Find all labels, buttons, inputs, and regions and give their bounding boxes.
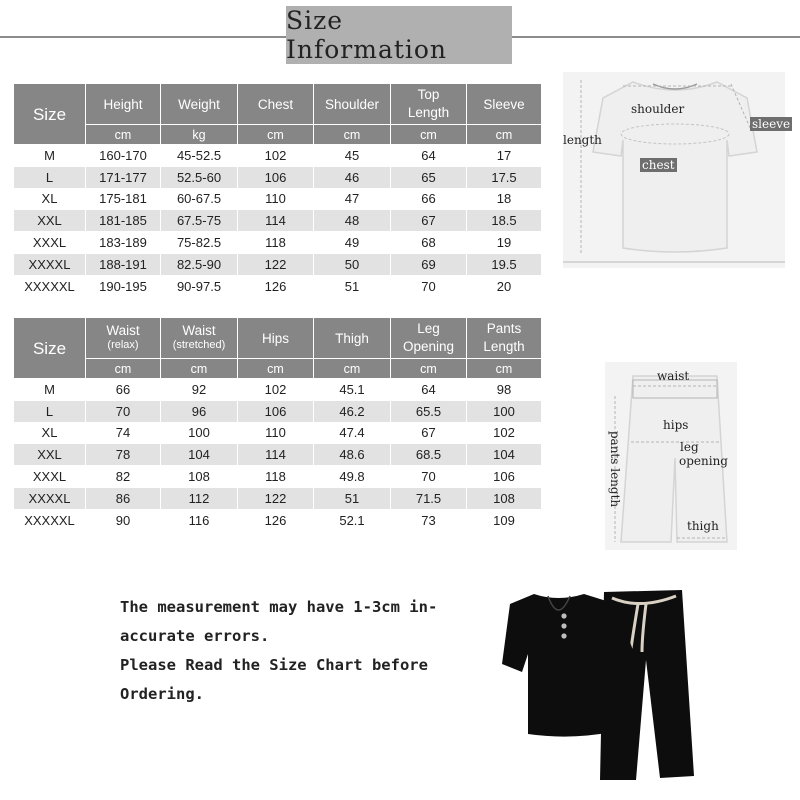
top-size-table xyxy=(13,83,542,298)
value-cell: 86 xyxy=(86,487,161,509)
value-cell: 48.6 xyxy=(314,444,391,466)
value-cell: 17.5 xyxy=(467,166,542,188)
value-cell: 102 xyxy=(467,422,542,444)
column-header: Weight xyxy=(161,84,238,125)
chest-label: chest xyxy=(642,158,675,172)
table-row xyxy=(14,275,542,297)
value-cell: 50 xyxy=(314,253,391,275)
size-header: Size xyxy=(14,318,86,379)
value-cell: 82.5-90 xyxy=(161,253,238,275)
size-cell: M xyxy=(14,145,86,167)
column-header-text: Waist xyxy=(182,323,216,338)
value-cell: 122 xyxy=(238,253,314,275)
value-cell: 110 xyxy=(238,188,314,210)
value-cell: 45 xyxy=(314,145,391,167)
waist-label: waist xyxy=(657,369,690,383)
value-cell: 74 xyxy=(86,422,161,444)
column-header: Thigh xyxy=(314,318,391,359)
value-cell: 104 xyxy=(161,444,238,466)
value-cell: 75-82.5 xyxy=(161,232,238,254)
size-cell: XL xyxy=(14,188,86,210)
value-cell: 104 xyxy=(467,444,542,466)
size-cell: L xyxy=(14,166,86,188)
value-cell: 17 xyxy=(467,145,542,167)
value-cell: 67.5-75 xyxy=(161,210,238,232)
value-cell: 51 xyxy=(314,487,391,509)
value-cell: 64 xyxy=(391,379,467,401)
value-cell: 65 xyxy=(391,166,467,188)
value-cell: 20 xyxy=(467,275,542,297)
unit-cell: cm xyxy=(314,125,391,145)
bottom-table-body xyxy=(14,379,542,532)
value-cell: 66 xyxy=(391,188,467,210)
unit-cell: cm xyxy=(161,359,238,379)
column-header xyxy=(86,318,161,359)
column-header: Hips xyxy=(238,318,314,359)
value-cell: 46 xyxy=(314,166,391,188)
column-header-text: Pants Length xyxy=(483,321,525,354)
value-cell: 47.4 xyxy=(314,422,391,444)
value-cell: 46.2 xyxy=(314,400,391,422)
unit-cell: cm xyxy=(391,359,467,379)
leg-opening-label-line1: leg xyxy=(680,440,699,454)
unit-cell: cm xyxy=(86,125,161,145)
thigh-label: thigh xyxy=(687,519,719,533)
value-cell: 19.5 xyxy=(467,253,542,275)
page-title: Size Information xyxy=(286,6,448,64)
column-header xyxy=(467,318,542,359)
value-cell: 96 xyxy=(161,400,238,422)
column-header-text: Top Length xyxy=(407,87,450,120)
measurement-note xyxy=(120,593,437,709)
value-cell: 90 xyxy=(86,509,161,531)
column-header xyxy=(391,318,467,359)
column-header: Shoulder xyxy=(314,84,391,125)
value-cell: 181-185 xyxy=(86,210,161,232)
shoulder-label: shoulder xyxy=(631,102,685,116)
value-cell: 114 xyxy=(238,210,314,232)
table-row xyxy=(14,253,542,275)
value-cell: 106 xyxy=(238,166,314,188)
value-cell: 122 xyxy=(238,487,314,509)
value-cell: 188-191 xyxy=(86,253,161,275)
value-cell: 60-67.5 xyxy=(161,188,238,210)
value-cell: 126 xyxy=(238,275,314,297)
note-line: accurate errors. xyxy=(120,627,270,645)
value-cell: 116 xyxy=(161,509,238,531)
value-cell: 190-195 xyxy=(86,275,161,297)
table-row xyxy=(14,444,542,466)
table-row xyxy=(14,188,542,210)
size-cell: M xyxy=(14,379,86,401)
value-cell: 118 xyxy=(238,232,314,254)
value-cell: 110 xyxy=(238,422,314,444)
note-line: The measurement may have 1-3cm in- xyxy=(120,598,438,616)
value-cell: 70 xyxy=(86,400,161,422)
value-cell: 98 xyxy=(467,379,542,401)
top-table-body xyxy=(14,145,542,298)
unit-cell: cm xyxy=(391,125,467,145)
column-header-text: Waist xyxy=(106,323,140,338)
value-cell: 82 xyxy=(86,466,161,488)
note-line: Ordering. xyxy=(120,685,204,703)
column-header: Sleeve xyxy=(467,84,542,125)
value-cell: 45-52.5 xyxy=(161,145,238,167)
size-cell: XXXL xyxy=(14,232,86,254)
size-cell: XXXL xyxy=(14,466,86,488)
unit-cell: kg xyxy=(161,125,238,145)
value-cell: 100 xyxy=(161,422,238,444)
value-cell: 49.8 xyxy=(314,466,391,488)
unit-cell: cm xyxy=(86,359,161,379)
value-cell: 100 xyxy=(467,400,542,422)
table-row xyxy=(14,379,542,401)
value-cell: 106 xyxy=(238,400,314,422)
table-row xyxy=(14,466,542,488)
size-cell: XXL xyxy=(14,444,86,466)
length-label: length xyxy=(563,133,602,147)
table-row xyxy=(14,145,542,167)
bottom-size-table xyxy=(13,317,542,532)
value-cell: 114 xyxy=(238,444,314,466)
value-cell: 73 xyxy=(391,509,467,531)
value-cell: 45.1 xyxy=(314,379,391,401)
value-cell: 118 xyxy=(238,466,314,488)
size-cell: XXL xyxy=(14,210,86,232)
value-cell: 70 xyxy=(391,466,467,488)
header-rule-left xyxy=(0,36,288,38)
value-cell: 175-181 xyxy=(86,188,161,210)
column-header xyxy=(161,318,238,359)
size-cell: XL xyxy=(14,422,86,444)
table-row xyxy=(14,509,542,531)
value-cell: 92 xyxy=(161,379,238,401)
value-cell: 65.5 xyxy=(391,400,467,422)
value-cell: 183-189 xyxy=(86,232,161,254)
column-header-text: Leg Opening xyxy=(402,321,455,354)
unit-cell: cm xyxy=(238,359,314,379)
value-cell: 67 xyxy=(391,422,467,444)
value-cell: 102 xyxy=(238,145,314,167)
table-row xyxy=(14,400,542,422)
value-cell: 106 xyxy=(467,466,542,488)
value-cell: 49 xyxy=(314,232,391,254)
column-header: Chest xyxy=(238,84,314,125)
value-cell: 112 xyxy=(161,487,238,509)
value-cell: 52.5-60 xyxy=(161,166,238,188)
value-cell: 64 xyxy=(391,145,467,167)
size-cell: XXXXL xyxy=(14,253,86,275)
value-cell: 66 xyxy=(86,379,161,401)
value-cell: 160-170 xyxy=(86,145,161,167)
value-cell: 47 xyxy=(314,188,391,210)
note-line: Please Read the Size Chart before xyxy=(120,656,428,674)
value-cell: 78 xyxy=(86,444,161,466)
unit-cell: cm xyxy=(238,125,314,145)
pants-length-label: pants length xyxy=(608,430,623,508)
column-subheader: (relax) xyxy=(107,339,139,351)
column-subheader: (stretched) xyxy=(172,339,226,351)
value-cell: 48 xyxy=(314,210,391,232)
value-cell: 18 xyxy=(467,188,542,210)
table-row xyxy=(14,232,542,254)
header-rule-right xyxy=(510,36,800,38)
table-row xyxy=(14,422,542,444)
leg-opening-label-line2: opening xyxy=(679,454,728,468)
table-row xyxy=(14,210,542,232)
unit-cell: cm xyxy=(467,359,542,379)
table-row xyxy=(14,166,542,188)
unit-cell: cm xyxy=(314,359,391,379)
size-header: Size xyxy=(14,84,86,145)
value-cell: 51 xyxy=(314,275,391,297)
value-cell: 171-177 xyxy=(86,166,161,188)
column-header: Height xyxy=(86,84,161,125)
product-image xyxy=(500,580,710,795)
value-cell: 108 xyxy=(161,466,238,488)
value-cell: 70 xyxy=(391,275,467,297)
size-cell: XXXXL xyxy=(14,487,86,509)
table-row xyxy=(14,487,542,509)
pants-diagram xyxy=(605,362,737,550)
value-cell: 109 xyxy=(467,509,542,531)
value-cell: 67 xyxy=(391,210,467,232)
value-cell: 71.5 xyxy=(391,487,467,509)
value-cell: 52.1 xyxy=(314,509,391,531)
value-cell: 18.5 xyxy=(467,210,542,232)
value-cell: 126 xyxy=(238,509,314,531)
column-header xyxy=(391,84,467,125)
value-cell: 68 xyxy=(391,232,467,254)
value-cell: 108 xyxy=(467,487,542,509)
value-cell: 69 xyxy=(391,253,467,275)
value-cell: 90-97.5 xyxy=(161,275,238,297)
value-cell: 102 xyxy=(238,379,314,401)
value-cell: 19 xyxy=(467,232,542,254)
size-cell: L xyxy=(14,400,86,422)
unit-cell: cm xyxy=(467,125,542,145)
header-banner xyxy=(286,6,512,64)
value-cell: 68.5 xyxy=(391,444,467,466)
size-cell: XXXXXL xyxy=(14,509,86,531)
shirt-diagram xyxy=(563,72,791,268)
sleeve-label: sleeve xyxy=(752,117,791,131)
size-cell: XXXXXL xyxy=(14,275,86,297)
hips-label: hips xyxy=(663,418,689,432)
